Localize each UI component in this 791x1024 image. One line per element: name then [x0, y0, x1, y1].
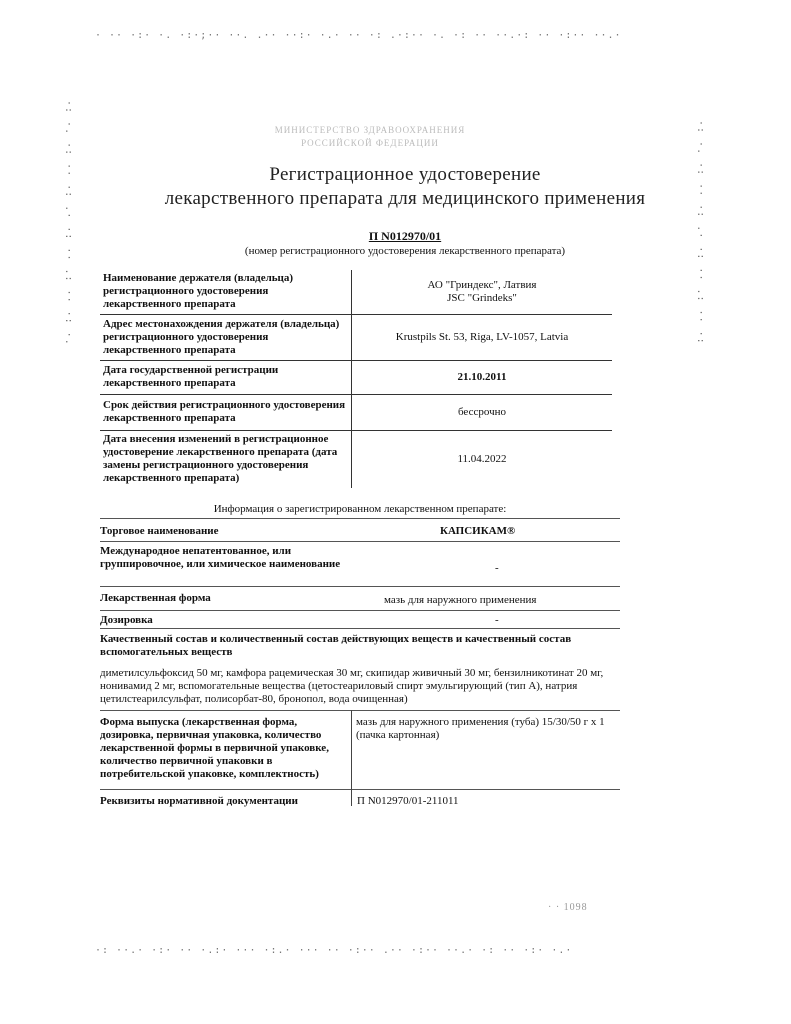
divider	[100, 610, 620, 611]
holder-value	[352, 270, 613, 314]
divider	[351, 710, 352, 806]
validity-label: Срок действия регистрационного удостоверения лекарственного препарата	[100, 394, 352, 430]
scan-noise-top: · ·· ·:· ·. ·:·;·· ··. .·· ··:· ·.· ·· ·: .·:·· ·. ·: ·· ··.·: ·· ·:·· ··.·	[95, 30, 622, 41]
dosage-form-label: Лекарственная форма	[100, 592, 211, 604]
divider	[100, 628, 620, 629]
trade-name-value: КАПСИКАМ®	[440, 525, 516, 537]
address-value: Krustpils St. 53, Riga, LV-1057, Latvia	[352, 314, 613, 360]
reg-date-value: 21.10.2011	[352, 360, 613, 394]
divider	[100, 789, 620, 790]
registration-number: П N012970/01	[368, 229, 442, 243]
address-label: Адрес местонахождения держателя (владельца) регистрационного удостоверения лекарственного препарата	[100, 314, 352, 360]
divider	[100, 586, 620, 587]
inn-label: Международное непатентованное, или группировочное, или химическое наименование	[100, 545, 341, 570]
release-form-label: Форма выпуска (лекарственная форма, дозировка, первичная упаковка, количество лекарственной формы в первичной упаковке, количество первичной упаковки в потребительской упаковке, комплектность)	[100, 716, 329, 780]
holder-value-line-1: АО "Гриндекс", Латвия	[427, 278, 537, 291]
inn-value: -	[495, 562, 499, 574]
holder-value-line-2: JSC "Grindeks"	[447, 291, 517, 304]
table-row	[100, 394, 612, 430]
table-row	[100, 270, 612, 314]
table-row	[100, 314, 612, 360]
dosage-label: Дозировка	[100, 614, 153, 626]
scan-noise-bottom: ·: ··.· ·:· ·· ·.:· ··· ·:.· ··· ·· ·:·· .·· ·:·· ··.· ·: ·· ·:· ·.·	[95, 945, 573, 956]
changes-value: 11.04.2022	[352, 430, 613, 488]
reg-date-label: Дата государственной регистрации лекарственного препарата	[100, 360, 352, 394]
document-title	[80, 163, 730, 211]
normative-value: П N012970/01-211011	[357, 795, 459, 807]
holder-label: Наименование держателя (владельца) регистрационного удостоверения лекарственного препарата	[100, 270, 352, 314]
title-line-2: лекарственного препарата для медицинского применения	[164, 188, 646, 209]
registration-number-caption: (номер регистрационного удостоверения лекарственного препарата)	[244, 245, 566, 257]
dosage-value: -	[495, 614, 499, 626]
info-heading: Информация о зарегистрированном лекарственном препарате:	[213, 503, 507, 515]
normative-label: Реквизиты нормативной документации	[100, 795, 298, 807]
dosage-form-value: мазь для наружного применения	[384, 594, 537, 606]
table-row	[100, 430, 612, 488]
table-row	[100, 360, 612, 394]
composition-label: Качественный состав и количественный состав действующих веществ и качественный состав вспомогательных веществ	[100, 633, 572, 658]
page-stamp: · · 1098	[548, 902, 588, 913]
ministry-line-1: МИНИСТЕРСТВО ЗДРАВООХРАНЕНИЯ	[274, 125, 466, 135]
composition-value: диметилсульфоксид 50 мг, камфора рацемическая 30 мг, скипидар живичный 30 мг, бензилникотинат 20 мг, нонивамид 2 мг, вспомогательные вещества (цетостеариловый спирт эмульгирующий (тип А), натрия цетилстеарилсульфат, полисорбат-80, бронопол, вода очищенная)	[100, 667, 604, 705]
trade-name-label: Торговое наименование	[100, 525, 219, 537]
divider	[100, 541, 620, 542]
title-line-1: Регистрационное удостоверение	[269, 164, 541, 185]
divider	[100, 710, 620, 711]
ministry-line-2: РОССИЙСКОЙ ФЕДЕРАЦИИ	[301, 138, 439, 148]
ministry-header	[240, 124, 500, 150]
scan-noise-left: ·: ·. ·: ·· ·: .· ·: ·· .: ·· ·: ·.	[63, 100, 74, 346]
divider	[100, 518, 620, 519]
scan-noise-right: ·: ·. ·: ·· ·: .· ·: ·· .: ·· ·:	[695, 120, 706, 345]
validity-value: бессрочно	[352, 394, 613, 430]
changes-label: Дата внесения изменений в регистрационное удостоверение лекарственного препарата (дата замены регистрационного удостоверения лекарственного препарата)	[100, 430, 352, 488]
release-form-value: мазь для наружного применения (туба) 15/30/50 г x 1 (пачка картонная)	[356, 716, 605, 741]
holder-info-table	[100, 270, 612, 488]
